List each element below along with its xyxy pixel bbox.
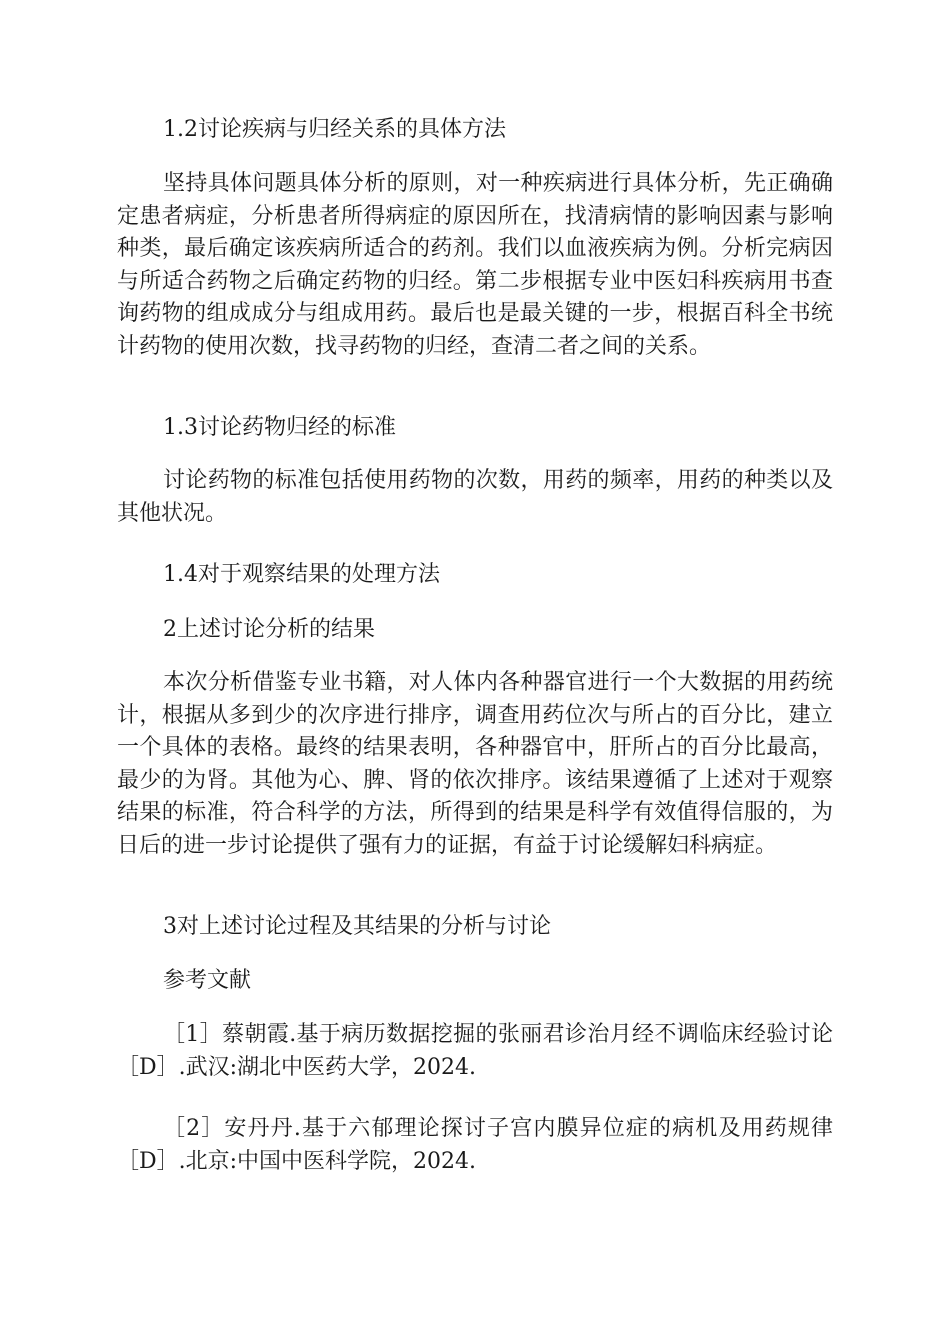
section-heading-3: 3对上述讨论过程及其结果的分析与讨论 (163, 914, 551, 939)
reference-item-2: ［2］安丹丹.基于六郁理论探讨子宫内膜异位症的病机及用药规律［D］.北京:中国中医科学院，2024. (117, 1116, 833, 1174)
paragraph-2: 本次分析借鉴专业书籍，对人体内各种器官进行一个大数据的用药统计，根据从多到少的次序进行排序，调查用药位次与所占的百分比，建立一个具体的表格。最终的结果表明，各种器官中，肝所占的百分比最高，最少的为肾。其他为心、脾、肾的依次排序。该结果遵循了上述对于观察结果的标准，符合科学的方法，所得到的结果是科学有效值得信服的，为日后的进一步讨论提供了强有力的证据，有益于讨论缓解妇科病症。 (117, 670, 833, 858)
section-heading-2: 2上述讨论分析的结果 (163, 617, 375, 642)
paragraph-1-2: 坚持具体问题具体分析的原则，对一种疾病进行具体分析，先正确确定患者病症，分析患者所得病症的原因所在，找清病情的影响因素与影响种类，最后确定该疾病所适合的药剂。我们以血液疾病为例。分析完病因与所适合药物之后确定药物的归经。第二步根据专业中医妇科疾病用书查询药物的组成成分与组成用药。最后也是最关键的一步，根据百科全书统计药物的使用次数，找寻药物的归经，查清二者之间的关系。 (117, 171, 833, 359)
section-heading-1-4: 1.4对于观察结果的处理方法 (163, 562, 440, 587)
reference-item-1: ［1］蔡朝霞.基于病历数据挖掘的张丽君诊治月经不调临床经验讨论［D］.武汉:湖北中医药大学，2024. (117, 1022, 833, 1080)
section-heading-1-3: 1.3讨论药物归经的标准 (163, 415, 396, 440)
paragraph-1-3: 讨论药物的标准包括使用药物的次数，用药的频率，用药的种类以及其他状况。 (117, 468, 833, 526)
references-heading: 参考文献 (163, 968, 252, 993)
section-heading-1-2: 1.2讨论疾病与归经关系的具体方法 (163, 117, 506, 142)
